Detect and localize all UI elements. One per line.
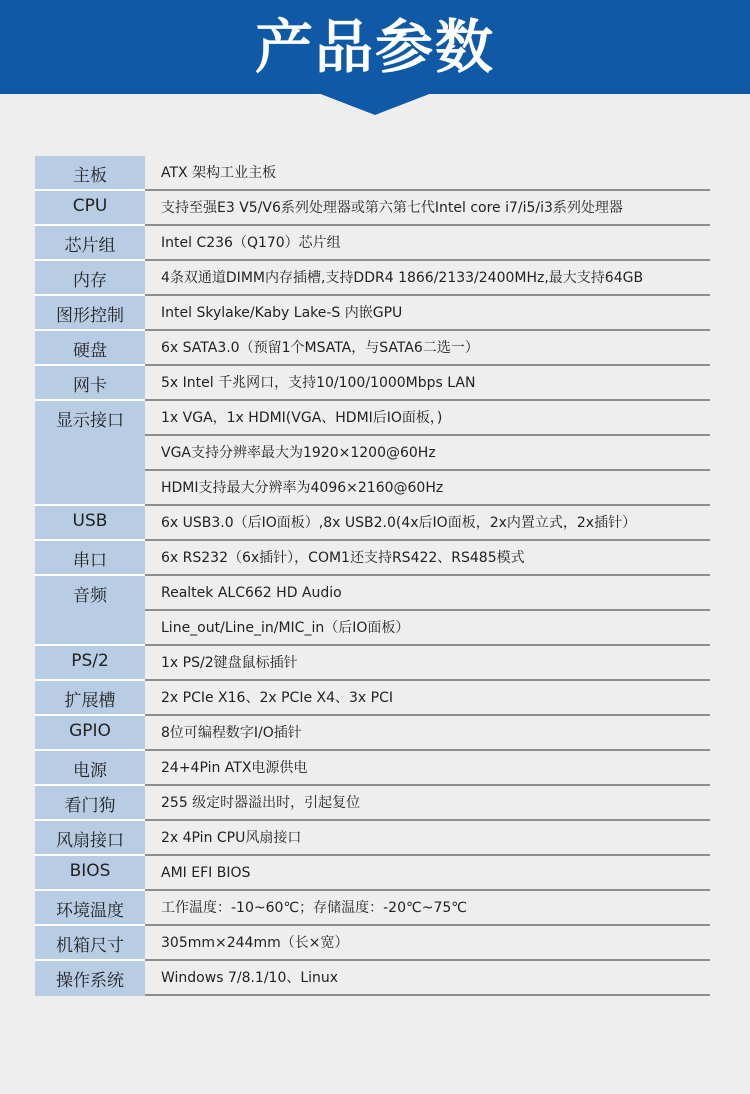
spec-value: Intel C236（Q170）芯片组 [145,226,710,261]
spec-value: 305mm×244mm（长×宽） [145,926,710,961]
spec-row [35,856,710,891]
spec-label: 机箱尺寸 [35,926,145,961]
spec-label: 看门狗 [35,786,145,821]
spec-label: 环境温度 [35,891,145,926]
spec-label: 主板 [35,156,145,191]
spec-row [35,541,710,576]
spec-label: 硬盘 [35,331,145,366]
spec-values [145,366,710,401]
spec-label: 内存 [35,261,145,296]
spec-label: 串口 [35,541,145,576]
spec-values [145,576,710,646]
spec-value: Line_out/Line_in/MIC_in（后IO面板） [145,611,710,646]
spec-values [145,681,710,716]
spec-row [35,226,710,261]
spec-row [35,821,710,856]
spec-value: 6x RS232（6x插针），COM1还支持RS422、RS485模式 [145,541,710,576]
spec-row [35,261,710,296]
spec-value: 支持至强E3 V5/V6系列处理器或第六第七代Intel core i7/i5/i3系列处理器 [145,191,710,226]
spec-value: 4条双通道DIMM内存插槽,支持DDR4 1866/2133/2400MHz,最大支持64GB [145,261,710,296]
spec-value: 1x VGA，1x HDMI(VGA、HDMI后IO面板，) [145,401,710,436]
spec-values [145,961,710,996]
spec-label: 扩展槽 [35,681,145,716]
spec-row [35,296,710,331]
spec-value: Realtek ALC662 HD Audio [145,576,710,611]
spec-label: CPU [35,191,145,226]
spec-row [35,576,710,646]
spec-values [145,296,710,331]
spec-label: 网卡 [35,366,145,401]
spec-value: 工作温度：-10~60℃；存储温度：-20℃~75℃ [145,891,710,926]
spec-value: 5x Intel 千兆网口，支持10/100/1000Mbps LAN [145,366,710,401]
spec-value: VGA支持分辨率最大为1920×1200@60Hz [145,436,710,471]
spec-label: 操作系统 [35,961,145,996]
spec-values [145,261,710,296]
spec-value: Windows 7/8.1/10、Linux [145,961,710,996]
spec-label: 图形控制 [35,296,145,331]
spec-row [35,926,710,961]
spec-values [145,751,710,786]
spec-value: 6x USB3.0（后IO面板）,8x USB2.0(4x后IO面板，2x内置立式，2x插针） [145,506,710,541]
spec-table [35,156,710,996]
spec-label: BIOS [35,856,145,891]
spec-value: AMI EFI BIOS [145,856,710,891]
spec-values [145,226,710,261]
spec-values [145,331,710,366]
spec-values [145,541,710,576]
spec-label: USB [35,506,145,541]
spec-label: 芯片组 [35,226,145,261]
spec-row [35,891,710,926]
spec-row [35,401,710,506]
spec-value: 6x SATA3.0（预留1个MSATA，与SATA6二选一） [145,331,710,366]
spec-row [35,331,710,366]
spec-values [145,821,710,856]
spec-values [145,716,710,751]
spec-label: 音频 [35,576,145,646]
spec-row [35,506,710,541]
spec-label: 风扇接口 [35,821,145,856]
spec-values [145,646,710,681]
spec-label: PS/2 [35,646,145,681]
spec-row [35,366,710,401]
spec-values [145,926,710,961]
spec-values [145,506,710,541]
spec-row [35,961,710,996]
spec-value: Intel Skylake/Kaby Lake-S 内嵌GPU [145,296,710,331]
spec-values [145,156,710,191]
spec-row [35,751,710,786]
spec-row [35,191,710,226]
spec-values [145,891,710,926]
spec-label: GPIO [35,716,145,751]
spec-row [35,681,710,716]
spec-values [145,401,710,506]
spec-row [35,156,710,191]
spec-value: ATX 架构工业主板 [145,156,710,191]
spec-value: 8位可编程数字I/O插针 [145,716,710,751]
spec-values [145,786,710,821]
spec-value: 255 级定时器溢出时，引起复位 [145,786,710,821]
banner-notch [318,93,432,115]
spec-label: 显示接口 [35,401,145,506]
spec-value: 2x PCIe X16、2x PCIe X4、3x PCI [145,681,710,716]
spec-value: 24+4Pin ATX电源供电 [145,751,710,786]
spec-row [35,786,710,821]
spec-values [145,856,710,891]
spec-value: HDMI支持最大分辨率为4096×2160@60Hz [145,471,710,506]
spec-value: 1x PS/2键盘鼠标插针 [145,646,710,681]
spec-label: 电源 [35,751,145,786]
spec-value: 2x 4Pin CPU风扇接口 [145,821,710,856]
spec-row [35,646,710,681]
spec-row [35,716,710,751]
page-title: 产品参数 [254,13,495,81]
spec-values [145,191,710,226]
